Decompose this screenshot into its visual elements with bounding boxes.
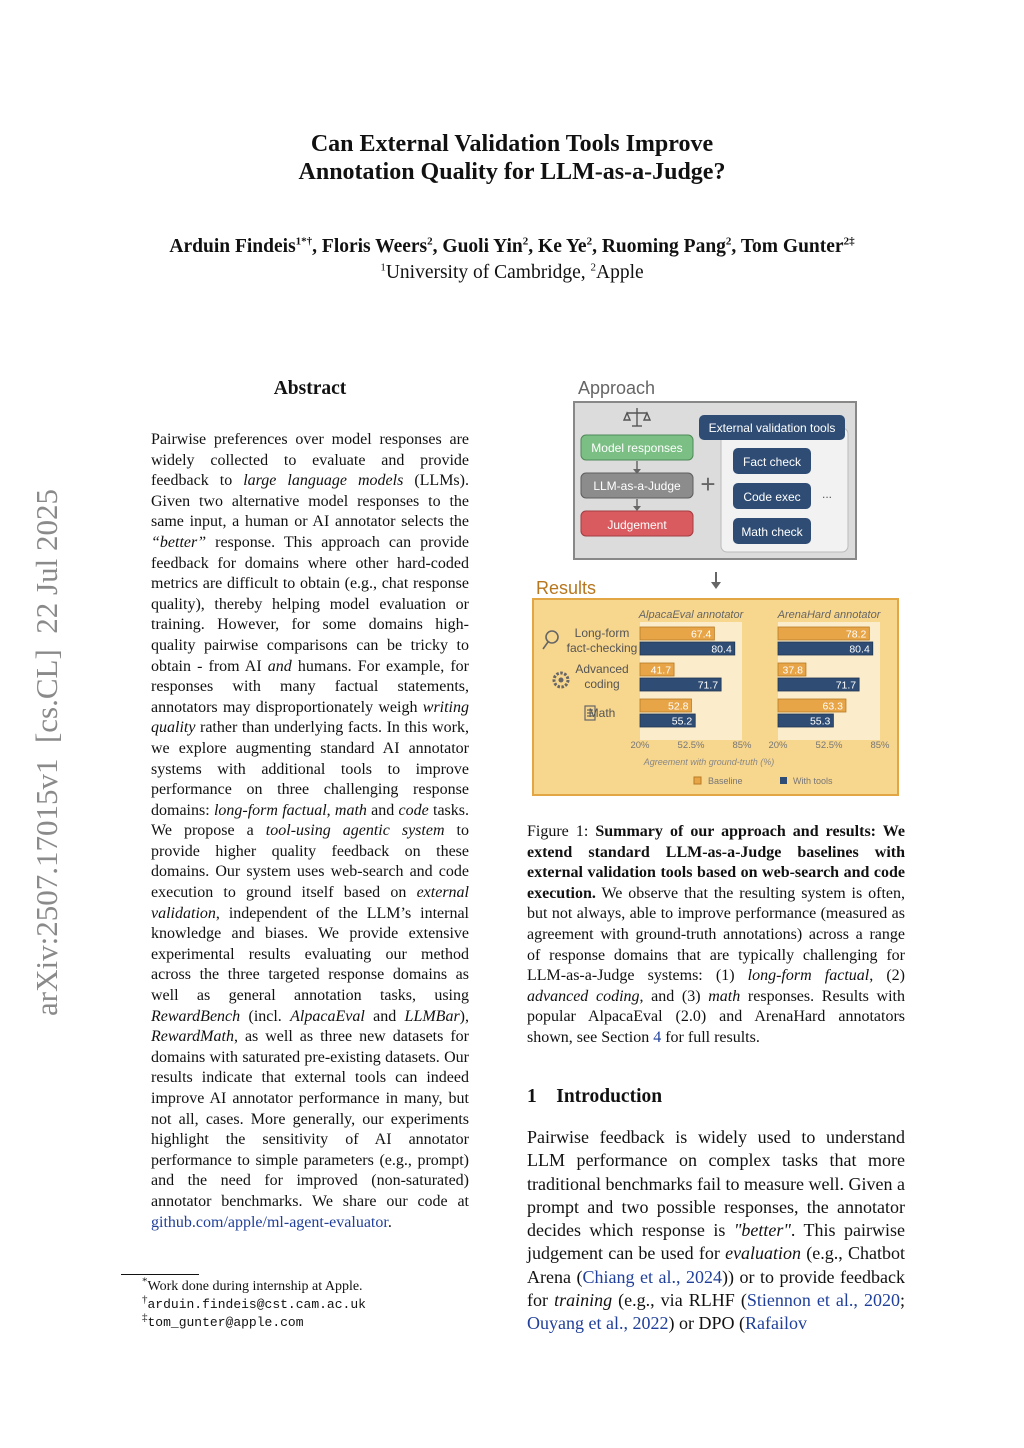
author-affiliation-mark: 2	[725, 235, 732, 248]
results-label: Results	[536, 578, 597, 598]
author-name: Arduin Findeis	[169, 236, 296, 257]
x-tick-label: 52.5%	[815, 740, 843, 751]
citation-link[interactable]: Rafailov	[744, 1313, 807, 1334]
bar-value-label: 63.3	[822, 700, 843, 713]
author-affiliation-mark: 2	[427, 235, 433, 248]
legend-label-baseline: Baseline	[708, 776, 743, 786]
bar-value-label: 37.8	[782, 664, 803, 677]
more-tools-ellipsis: ...	[822, 487, 833, 501]
section-heading-introduction: 1 Introduction	[527, 1086, 663, 1107]
x-tick-label: 20%	[630, 740, 650, 751]
title-line-2: Annotation Quality for LLM-as-a-Judge?	[298, 159, 726, 185]
x-axis-label: Agreement with ground-truth (%)	[643, 757, 775, 767]
bar-value-label: 52.8	[668, 700, 689, 713]
arxiv-id: arXiv:2507.17015v1 [cs.CL] 22 Jul 2025	[29, 489, 64, 1016]
paper-title	[0, 130, 1024, 186]
figure-caption: Figure 1: Summary of our approach and results: We extend standard LLM-as-a-Judge baselines with external validation tools based on web-search and code execution. We observe that the resulting system is often, but not always, able to improve performance (measured as agreement with ground-truth annotations) across a range of response domains that are typically challenging for LLM-as-a-Judge systems: (1) long-form factual, (2) advanced coding, and (3) math responses. Results with popular AlpacaEval (2.0) and ArenaHard annotators shown, see Section 4 for full results.	[527, 823, 906, 1046]
legend-swatch-with-tools	[780, 777, 787, 784]
legend-label-with-tools: With tools	[793, 776, 833, 786]
author-name: Tom Gunter	[740, 236, 844, 257]
introduction-body: Pairwise feedback is widely used to understand LLM performance on complex tasks that more traditional benchmarks fail to measure well. Given a prompt and two possible responses, the annotator decides which response is "better". This pairwise judgement can be used for evaluation (e.g., Chatbot Arena (Chiang et al., 2024)) or to provide feedback for training (e.g., via RLHF (Stiennon et al., 2020; Ouyang et al., 2022) or DPO (Rafailov	[527, 1127, 906, 1334]
x-tick-label: 85%	[870, 740, 890, 751]
footnote-rule	[121, 1274, 199, 1275]
tools-header-label: External validation tools	[708, 421, 836, 435]
category-label: fact-checking	[566, 641, 638, 655]
author-name: Guoli Yin	[442, 236, 523, 257]
category-label: Math	[588, 706, 616, 720]
author-affiliation-mark: 2	[586, 235, 593, 248]
author-name: Ruoming Pang	[601, 236, 726, 257]
bar-value-label: 78.2	[845, 628, 867, 641]
bar-value-label: 67.4	[690, 628, 712, 641]
x-tick-label: 20%	[768, 740, 788, 751]
category-label: coding	[584, 677, 620, 691]
bar-value-label: 71.7	[697, 679, 719, 692]
bar-value-label: 71.7	[835, 679, 857, 692]
citation-link[interactable]: Stiennon et al., 2020	[746, 1290, 900, 1311]
abstract-body: Pairwise preferences over model responses are widely collected to evaluate and provide feedback to large language models (LLMs). Given two alternative model responses to the same input, a human or AI annotator selects the “better” response. This approach can provide feedback for domains where other hard-coded metrics are difficult to obtain (e.g., chat response quality), thereby helping model evaluation or training. However, for some domains high-quality pairwise comparisons can be tricky to obtain - from AI and humans. For example, for responses with many factual statements, annotators may disproportionately weigh writing quality rather than underlying facts. In this work, we explore augmenting standard AI annotator systems with additional tools to improve performance on three challenging response domains: long-form factual, math and code tasks. We propose a tool-using agentic system to provide higher quality feedback on these domains. Our system uses web-search and code execution to ground itself based on external validation, independent of the LLM’s internal knowledge and biases. We provide extensive experimental results evaluating our method across the three targeted response domains as well as general annotation tasks, using RewardBench (incl. AlpacaEval and LLMBar), RewardMath, as well as three new datasets for domains with saturated pre-existing datasets. Our results indicate that external tools can indeed improve AI annotator performance in many, but not all, cases. More generally, our experiments highlight the sensitivity of AI annotator performance to simple parameters (e.g., prompt) and the need for improved (non-saturated) annotator benchmarks. We share our code at github.com/apple/ml-agent-evaluator.	[151, 431, 470, 1231]
bar-value-label: 80.4	[849, 643, 870, 656]
author-affiliation-mark: 2‡	[843, 235, 855, 248]
fact-check-label: Fact check	[742, 455, 802, 469]
author-name: Floris Weers	[321, 236, 428, 257]
code-exec-label: Code exec	[743, 490, 801, 504]
email-gunter[interactable]: tom_gunter@apple.com	[147, 1315, 304, 1330]
citation-link[interactable]: Ouyang et al., 2022	[527, 1313, 669, 1334]
category-label: Long-form	[574, 626, 630, 640]
math-check-label: Math check	[741, 525, 803, 539]
bar-value-label: 55.2	[671, 715, 693, 728]
plus-sign: +	[700, 469, 716, 499]
affiliation-cambridge: University of Cambridge,	[385, 262, 591, 283]
footnote-internship: *Work done during internship at Apple.	[142, 1275, 363, 1294]
footnote-email-gunter: ‡tom_gunter@apple.com	[142, 1311, 304, 1330]
legend-swatch-baseline	[694, 777, 701, 784]
figure-1	[528, 372, 908, 802]
bar-value-label: 41.7	[650, 664, 672, 677]
panel-title-arena: ArenaHard annotator	[777, 609, 881, 621]
author-affiliation-mark: 2	[522, 235, 529, 248]
x-tick-label: 52.5%	[677, 740, 705, 751]
author-list: Arduin Findeis$^{1*\dagger}$, Floris Weers$^2$, Guoli Yin$^2$, Ke Ye$^2$, Ruoming Pang$^2$, Tom Gunter$^{2\ddagger}$	[169, 235, 855, 257]
affil-mark: 2	[590, 261, 597, 274]
affiliation-apple: Apple	[596, 262, 644, 283]
citation-link[interactable]: Chiang et al., 2024	[582, 1266, 723, 1287]
category-label: Advanced	[575, 662, 629, 676]
email-findeis[interactable]: arduin.findeis@cst.cam.ac.uk	[147, 1297, 366, 1312]
author-affiliation-mark: 1*†	[295, 235, 313, 248]
bar-value-label: 80.4	[711, 643, 732, 656]
bar-value-label: 55.3	[809, 715, 831, 728]
llm-judge-label: LLM-as-a-Judge	[593, 479, 681, 493]
results-arrow-head	[711, 582, 721, 589]
abstract-heading: Abstract	[273, 378, 347, 399]
footnote-email-findeis: †arduin.findeis@cst.cam.ac.uk	[142, 1293, 366, 1312]
x-tick-label: 85%	[732, 740, 752, 751]
panel-title-alpaca: AlpacaEval annotator	[638, 609, 744, 621]
affil-mark: 1	[380, 261, 386, 274]
approach-label: Approach	[578, 378, 656, 398]
author-name: Ke Ye	[538, 236, 587, 257]
affiliations	[0, 262, 1024, 284]
judgement-label: Judgement	[607, 518, 667, 532]
title-line-1: Can External Validation Tools Improve	[310, 131, 714, 157]
code-repo-link[interactable]: github.com/apple/ml-agent-evaluator	[151, 1213, 388, 1231]
model-responses-label: Model responses	[591, 441, 683, 455]
section-ref-link[interactable]: 4	[653, 1028, 662, 1046]
